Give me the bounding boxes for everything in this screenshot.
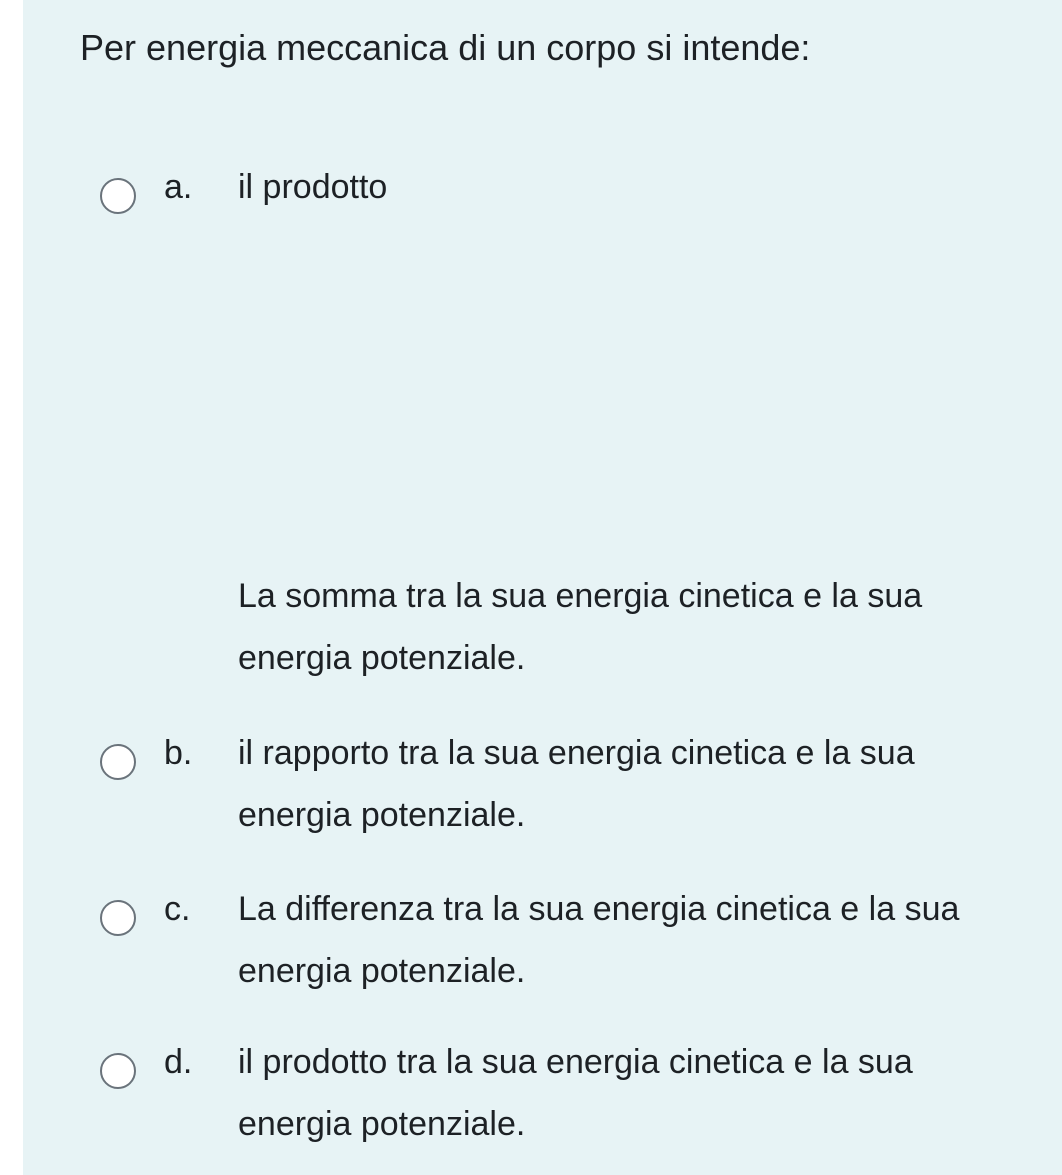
question-text: Per energia meccanica di un corpo si intende: [80, 27, 811, 68]
answer-text-b: il rapporto tra la sua energia cinetica e la sua energia potenziale. [238, 734, 915, 834]
answer-text-a-line1: il prodotto [238, 168, 388, 206]
answer-option-d[interactable] [100, 1043, 1000, 1155]
answer-letter-b: b. [164, 734, 193, 772]
radio-button-c[interactable] [100, 900, 136, 936]
answer-letter-c: c. [164, 890, 191, 928]
answer-letter-d: d. [164, 1043, 193, 1081]
answer-text-a-line2: La somma tra la sua energia cinetica e la sua energia potenziale. [238, 577, 923, 677]
radio-button-d[interactable] [100, 1053, 136, 1089]
answer-option-b[interactable] [100, 734, 1000, 846]
radio-button-b[interactable] [100, 744, 136, 780]
answer-option-a[interactable] [100, 168, 1000, 689]
answer-text-a-gap [238, 218, 998, 565]
answer-text-a [238, 156, 998, 689]
answer-text-c: La differenza tra la sua energia cinetica e la sua energia potenziale. [238, 890, 960, 990]
answer-option-c[interactable] [100, 890, 1000, 1002]
answer-text-d: il prodotto tra la sua energia cinetica e la sua energia potenziale. [238, 1043, 913, 1143]
answer-letter-a: a. [164, 168, 193, 206]
radio-button-a[interactable] [100, 178, 136, 214]
